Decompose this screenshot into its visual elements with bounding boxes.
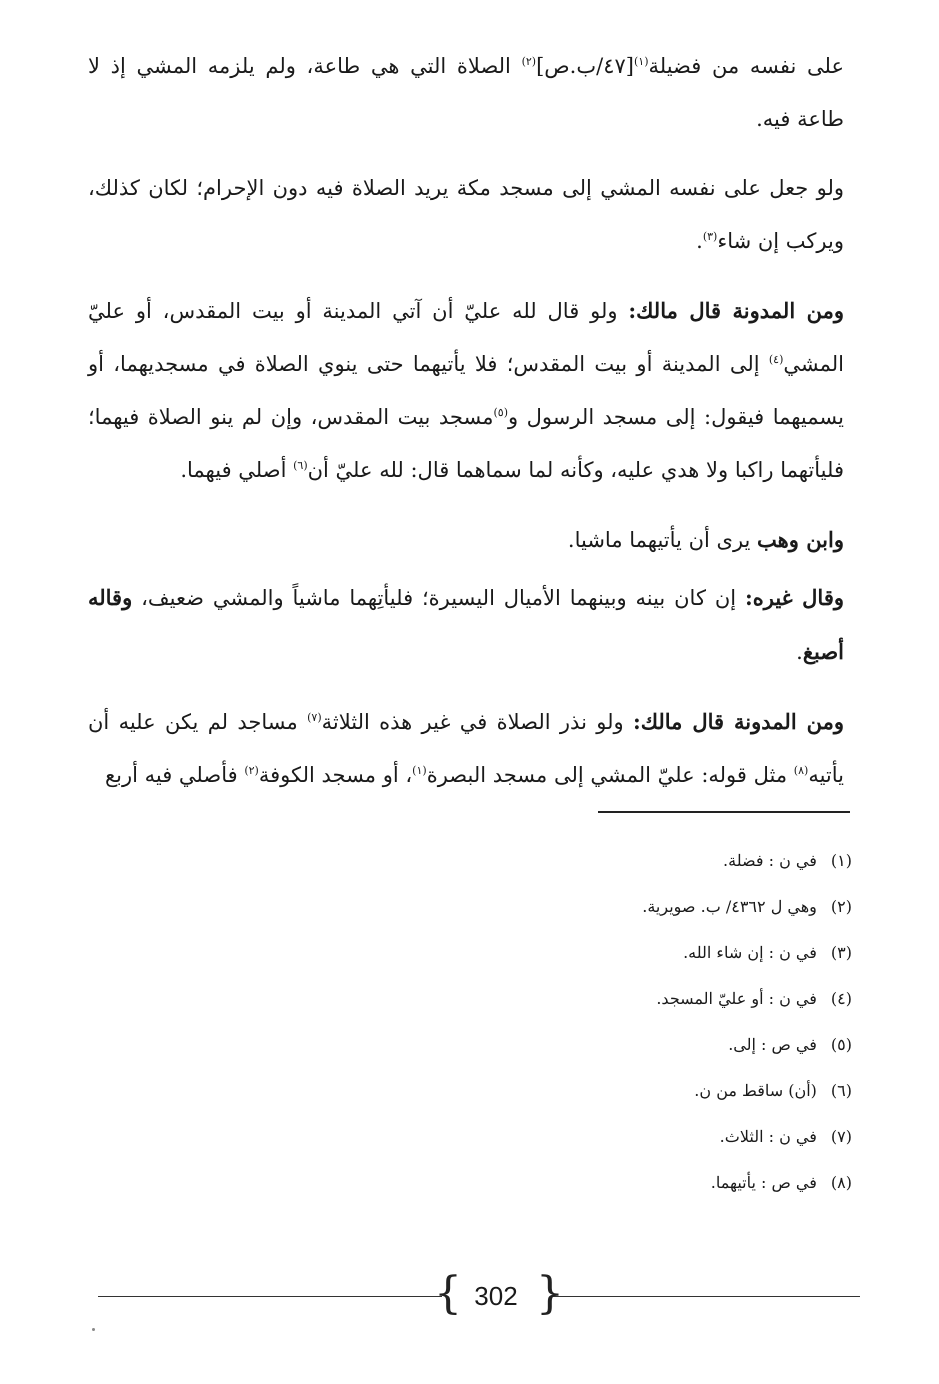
footnote-number: (٤): [830, 989, 852, 1008]
footnote: [400, 1068, 852, 1114]
page-number: 302: [474, 1281, 518, 1311]
footnote-marker: (٢): [521, 55, 537, 68]
footnote-marker: (٥): [493, 406, 508, 419]
paragraph-lead: وابن وهب: [757, 527, 844, 552]
footnote-marker: (١): [633, 55, 649, 68]
footnotes: [400, 838, 852, 1206]
page-number-bracket-open: {: [434, 1268, 462, 1319]
footnote-marker: (١): [412, 764, 427, 777]
footer-rule-right: [552, 1296, 860, 1297]
footnote-number: (٢): [830, 897, 852, 916]
scan-speck: [92, 1328, 95, 1331]
paragraph-lead: ومن المدونة قال مالك:: [628, 298, 845, 323]
text-run: ولو قال لله عليّ أن آتي المدينة أو بيت المقدس، أو عليّ المشي: [88, 299, 844, 376]
text-run: أصلي فيهما.: [180, 458, 294, 482]
footnote-number: (١): [830, 851, 852, 870]
footnote-number: (٧): [830, 1127, 852, 1146]
text-run: إلى المدينة أو بيت المقدس؛ فلا يأتيهما حتى ينوي الصلاة في مسجديهما، أو يسميهما فيقول: إلى مسجد الرسول و: [88, 352, 844, 429]
footnote-text: (أن) ساقط من ن.: [694, 1081, 817, 1100]
footnote: [400, 1160, 852, 1206]
bold-text: وقاله أصبغ: [88, 585, 844, 664]
footnote-text: في ن : أو عليّ المسجد.: [656, 989, 817, 1008]
paragraph-lead: وقال غيره:: [744, 585, 844, 610]
footnote: [400, 838, 852, 884]
text-run: الصلاة التي هي طاعة، ولم يلزمه المشي إذ لا طاعة فيه.: [88, 54, 844, 131]
footnote-text: في ن : فضلة.: [723, 851, 817, 870]
text-run: مسجد بيت المقدس، وإن لم ينو الصلاة فيهما؛ فليأتهما راكبا ولا هدي عليه، وكأنه لما سماهما قال: لله عليّ أن: [88, 405, 844, 482]
text-run: ، أو مسجد الكوفة: [258, 763, 413, 787]
footnote-text: في ص : إلى.: [728, 1035, 817, 1054]
text-run: [٤٧/ب.ص]: [536, 54, 634, 78]
paragraph-lead: ومن المدونة قال مالك:: [632, 709, 844, 734]
footnote-text: في ص : يأتيهما.: [710, 1173, 817, 1192]
footnote: [400, 884, 852, 930]
text-run: ولو نذر الصلاة في غير هذه الثلاثة: [321, 710, 633, 734]
footnote-separator: [598, 811, 850, 813]
footnote: [400, 1022, 852, 1068]
footnote-marker: (٣): [702, 230, 718, 243]
footnote-marker: (٤): [768, 353, 784, 366]
text-run: مساجد لم يكن عليه أن يأتيه: [88, 710, 844, 787]
footnote-text: في ن : إن شاء الله.: [683, 943, 817, 962]
footnote-marker: (٧): [307, 711, 322, 724]
main-text: [88, 40, 844, 818]
paragraph: [88, 40, 844, 146]
text-run: مثل قوله: عليّ المشي إلى مسجد البصرة: [426, 763, 794, 787]
paragraph: [88, 513, 844, 567]
paragraph: [88, 695, 844, 802]
footer-rule-left: [98, 1296, 442, 1297]
footnote-text: وهي ل ٤٣٦٢/ ب. صويرية.: [642, 897, 817, 916]
footnote-marker: (٢): [244, 764, 259, 777]
text-run: على نفسه من فضيلة: [648, 54, 844, 78]
text-run: يرى أن يأتيهما ماشيا.: [567, 528, 758, 552]
footnote-marker: (٨): [793, 764, 809, 777]
text-run: .: [696, 229, 703, 253]
footnote-marker: (٦): [293, 459, 308, 472]
footnote-number: (٥): [830, 1035, 852, 1054]
text-run: .: [796, 640, 803, 664]
footnote: [400, 976, 852, 1022]
text-run: فأصلي فيه أربع: [104, 763, 245, 787]
footnote-number: (٣): [830, 943, 852, 962]
footnote-text: في ن : الثلاث.: [719, 1127, 817, 1146]
paragraph: [88, 162, 844, 268]
page-number-bracket-close: }: [536, 1268, 564, 1319]
footnote: [400, 1114, 852, 1160]
text-run: ولو جعل على نفسه المشي إلى مسجد مكة يريد الصلاة فيه دون الإحرام؛ لكان كذلك، ويركب إن شاء: [88, 176, 844, 253]
paragraph: [88, 284, 844, 497]
footnote-number: (٦): [830, 1081, 852, 1100]
footnote: [400, 930, 852, 976]
text-run: إن كان بينه وبينهما الأميال اليسيرة؛ فليأتِهما ماشياً والمشي ضعيف،: [132, 586, 745, 610]
footnote-number: (٨): [830, 1173, 852, 1192]
paragraph: [88, 571, 844, 679]
